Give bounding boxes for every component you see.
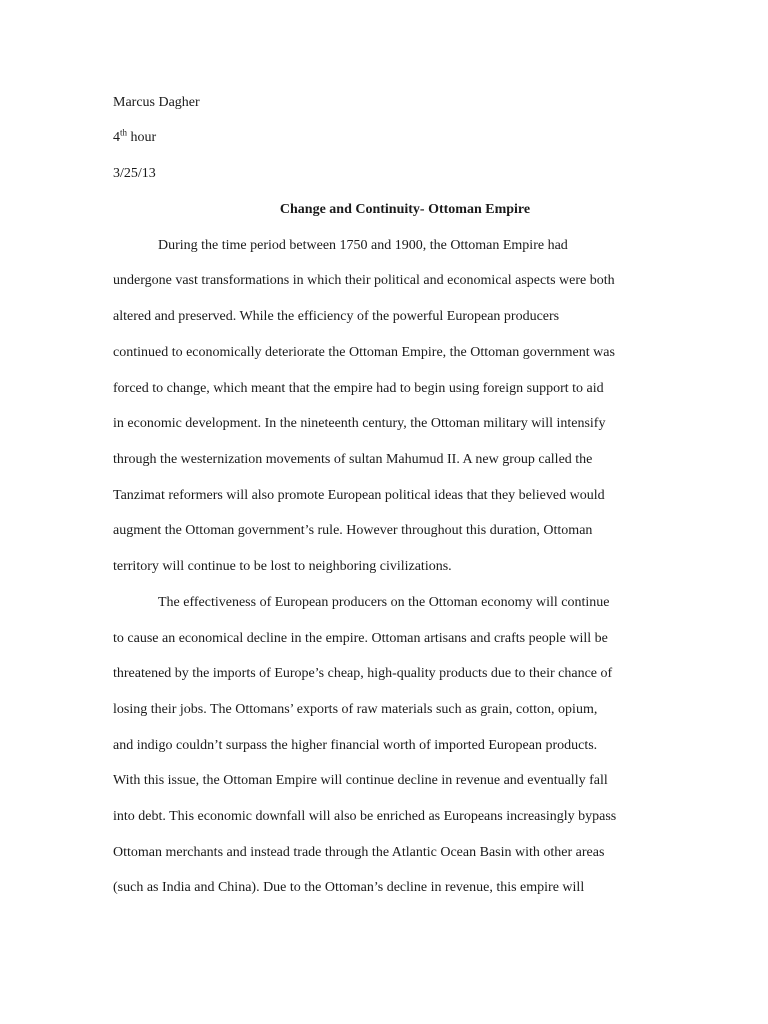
body-line: Tanzimat reformers will also promote European political ideas that they believed would <box>113 488 605 503</box>
body-line: During the time period between 1750 and 1900, the Ottoman Empire had <box>158 238 568 253</box>
body-line: and indigo couldn’t surpass the higher financial worth of imported European products. <box>113 738 598 753</box>
body-line: territory will continue to be lost to neighboring civilizations. <box>113 559 452 574</box>
body-line: through the westernization movements of sultan Mahumud II. A new group called the <box>113 452 593 467</box>
document-date: 3/25/13 <box>113 166 156 181</box>
body-line: to cause an economical decline in the empire. Ottoman artisans and crafts people will be <box>113 631 608 646</box>
period-number: 4 <box>113 130 120 145</box>
body-line: undergone vast transformations in which their political and economical aspects were both <box>113 273 615 288</box>
body-line: Ottoman merchants and instead trade through the Atlantic Ocean Basin with other areas <box>113 845 605 860</box>
period-suffix: th <box>120 127 128 138</box>
body-line: The effectiveness of European producers on the Ottoman economy will continue <box>158 595 610 610</box>
body-line: altered and preserved. While the efficiency of the powerful European producers <box>113 309 560 324</box>
body-line: threatened by the imports of Europe’s cheap, high-quality products due to their chance of <box>113 666 613 681</box>
author-name: Marcus Dagher <box>113 95 200 110</box>
period-word: hour <box>127 130 157 145</box>
body-line: continued to economically deteriorate the Ottoman Empire, the Ottoman government was <box>113 345 615 360</box>
body-line: forced to change, which meant that the empire had to begin using foreign support to aid <box>113 381 604 396</box>
document-title: Change and Continuity- Ottoman Empire <box>279 202 531 217</box>
body-line: losing their jobs. The Ottomans’ exports of raw materials such as grain, cotton, opium, <box>113 702 598 717</box>
body-line: in economic development. In the nineteenth century, the Ottoman military will intensify <box>113 416 606 431</box>
body-line: With this issue, the Ottoman Empire will continue decline in revenue and eventually fall <box>113 773 608 788</box>
body-line: (such as India and China). Due to the Ottoman’s decline in revenue, this empire will <box>113 880 585 895</box>
body-line: augment the Ottoman government’s rule. However throughout this duration, Ottoman <box>113 523 593 538</box>
class-period <box>113 129 156 147</box>
body-line: into debt. This economic downfall will also be enriched as Europeans increasingly bypass <box>113 809 617 824</box>
